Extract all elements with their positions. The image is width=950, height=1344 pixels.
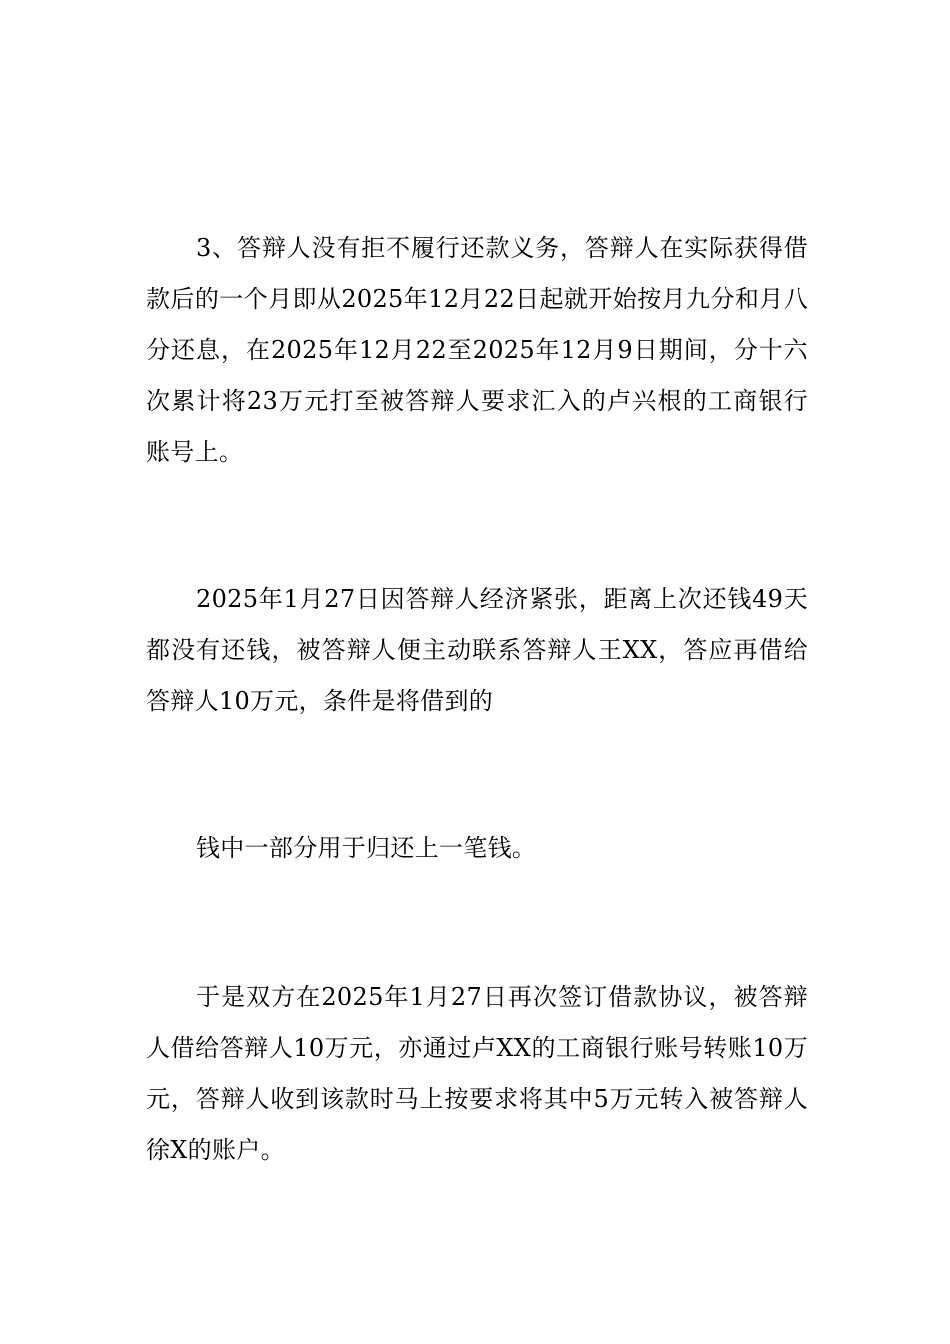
paragraph-continuation: 钱中一部分用于归还上一笔钱。 (196, 834, 537, 862)
paragraph-repayment-record: 3、答辩人没有拒不履行还款义务，答辩人在实际获得借款后的一个月即从2025年12月22日起就开始按月九分和月八分还息，在2025年12月22至2025年12月9日期间，分十六次累计将23万元打至被答辩人要求汇入的卢兴根的工商银行账号上。 (146, 234, 808, 466)
paragraph-second-loan-agreement: 于是双方在2025年1月27日再次签订借款协议，被答辩人借给答辩人10万元，亦通过卢XX的工商银行账号转账10万元，答辩人收到该款时马上按要求将其中5万元转入被答辩人徐X的账户。 (146, 983, 808, 1164)
paragraph-second-loan-request: 2025年1月27日因答辩人经济紧张，距离上次还钱49天都没有还钱，被答辩人便主动联系答辩人王XX，答应再借给答辩人10万元，条件是将借到的 (146, 585, 808, 715)
